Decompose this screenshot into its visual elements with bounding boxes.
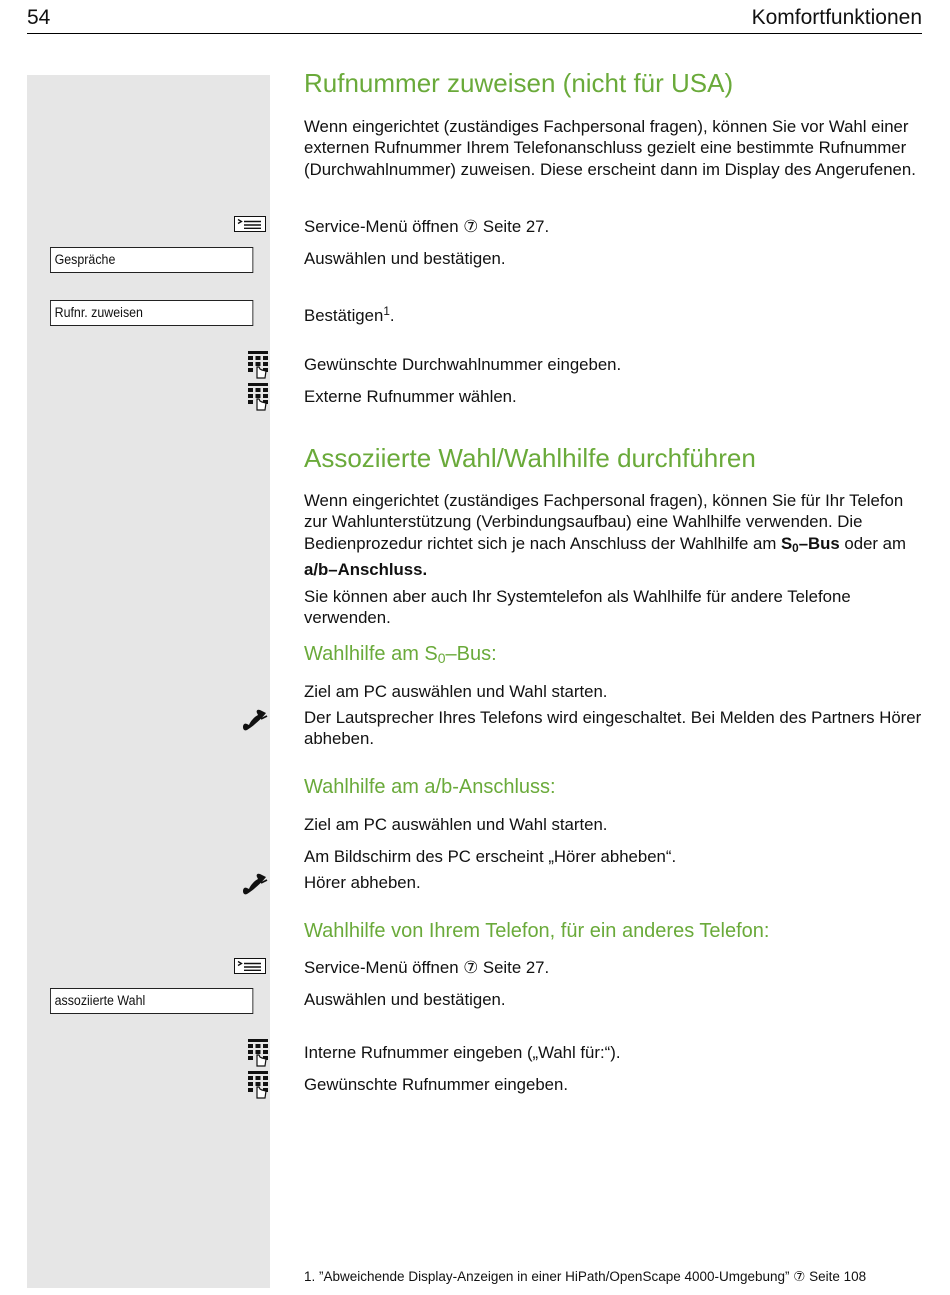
keypad-icon [247, 350, 269, 380]
ab-step-screen-message: Am Bildschirm des PC erscheint „Hörer abheben“. [304, 847, 677, 866]
page-number: 54 [27, 6, 51, 29]
keypad-icon [247, 382, 269, 412]
display-option-assoziierte-wahl[interactable]: assoziierte Wahl [50, 988, 253, 1014]
other-step-select-confirm: Auswählen und bestätigen. [304, 990, 506, 1009]
keypad-icon [247, 1070, 269, 1100]
other-step-internal-number: Interne Rufnummer eingeben („Wahl für:“). [304, 1043, 621, 1062]
display-option-rufnr-zuweisen[interactable]: Rufnr. zuweisen [50, 300, 253, 326]
footnote: 1. ”Abweichende Display-Anzeigen in einer HiPath/OpenScape 4000-Umgebung” ⑦ Seite 108 [304, 1269, 867, 1284]
header-divider [27, 33, 922, 34]
bus-label: –Bus [798, 533, 840, 553]
step-select-confirm: Auswählen und bestätigen. [304, 249, 506, 268]
service-menu-icon [234, 216, 266, 232]
step-service-menu: Service-Menü öffnen ⑦ Seite 27. [304, 217, 550, 236]
s0-step-select-target: Ziel am PC auswählen und Wahl starten. [304, 682, 608, 701]
keypad-icon [247, 1038, 269, 1068]
section2-intro2: Sie können aber auch Ihr Systemtelefon als Wahlhilfe für andere Telefone verwenden. [304, 587, 851, 628]
ab-step-select-target: Ziel am PC auswählen und Wahl starten. [304, 815, 608, 834]
s0-title-prefix: Wahlhilfe am S [304, 643, 438, 665]
section2-intro-part1: Wenn eingerichtet (zuständiges Fachpersonal fragen), können Sie für Ihr Telefon zur Wahlunterstützung (Verbindungsaufbau) eine Wahlhilfe verwenden. Die Bedienprozedur richtet sich je nach Anschluss der Wahlhilfe am [304, 491, 904, 553]
s0-subscript: 0 [792, 541, 799, 555]
handset-lift-icon [241, 873, 271, 897]
s0-step-speaker-on: Der Lautsprecher Ihres Telefons wird eingeschaltet. Bei Melden des Partners Hörer abheben. [304, 708, 922, 749]
display-option-gespraeche[interactable]: Gespräche [50, 247, 253, 273]
step-confirm-text: Bestätigen [304, 306, 384, 325]
handset-lift-icon [241, 709, 271, 733]
step-enter-extension: Gewünschte Durchwahlnummer eingeben. [304, 355, 622, 374]
footnote-ref: 1 [383, 305, 390, 318]
other-step-service-menu: Service-Menü öffnen ⑦ Seite 27. [304, 958, 550, 977]
s0-title-subscript: 0 [437, 650, 446, 666]
step-confirm [304, 301, 922, 326]
section-title-assoziierte-wahl: Assoziierte Wahl/Wahlhilfe durchführen [304, 443, 756, 473]
ab-label: a/b–Anschluss. [304, 559, 428, 579]
other-step-desired-number: Gewünschte Rufnummer eingeben. [304, 1075, 568, 1094]
subsection-title-other-phone: Wahlhilfe von Ihrem Telefon, für ein anderes Telefon: [304, 920, 770, 942]
subsection-title-s0-bus [304, 643, 497, 666]
section2-intro [304, 490, 922, 580]
subsection-title-ab-anschluss: Wahlhilfe am a/b-Anschluss: [304, 776, 556, 798]
section2-intro-part2: oder am [839, 533, 906, 553]
s0-title-suffix: –Bus: [445, 643, 497, 665]
chapter-title: Komfortfunktionen [751, 6, 922, 29]
step-dial-external: Externe Rufnummer wählen. [304, 387, 517, 406]
service-menu-icon [234, 958, 266, 974]
section-title-rufnummer-zuweisen: Rufnummer zuweisen (nicht für USA) [304, 68, 734, 98]
section1-intro: Wenn eingerichtet (zuständiges Fachpersonal fragen), können Sie vor Wahl einer externen Rufnummer Ihrem Telefonanschluss gezielt eine bestimmte Rufnummer (Durchwahlnummer) zuweisen. Diese erscheint dann im Display des Angerufenen. [304, 117, 916, 179]
ab-step-lift-handset: Hörer abheben. [304, 873, 421, 892]
s0-label: S [780, 533, 793, 553]
step-confirm-end: . [389, 306, 395, 325]
